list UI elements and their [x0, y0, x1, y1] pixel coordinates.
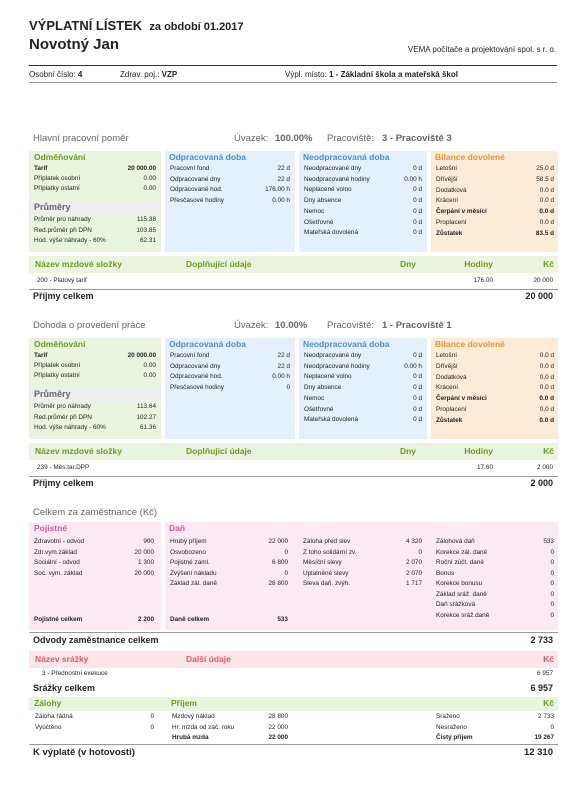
neodpracovana-item-label: Neplacené volno	[304, 186, 352, 194]
company-name: VEMA počítače a projektování spol. s r. o.	[407, 45, 556, 54]
uvazek-value: 100.00%	[275, 133, 313, 144]
odmenovani-item-label: Tarif	[34, 165, 48, 172]
dan-item-label: Osvobozeno	[170, 548, 206, 556]
neodpracovana-item-value: 0 d	[413, 186, 422, 194]
item-name: 239 - Měs.tar.DPP	[37, 464, 90, 471]
bilance-item-label: Dodatková	[436, 373, 467, 381]
neodpracovana-item-value: 0 d	[413, 207, 422, 215]
zalohova-dan-item-label: Daň srážková	[436, 601, 476, 608]
odpracovana-item-label: Odpracované hod.	[170, 186, 223, 193]
neodpracovana-item-label: Neodpracované hodiny	[304, 362, 370, 370]
bilance-item-value: 0.0 d	[539, 186, 554, 194]
sleva-item-value: 2 070	[406, 569, 422, 577]
pojistne-item-label: Zdr.vym.základ	[34, 548, 77, 556]
zalohova-dan-item-label: Korekce bonusu	[436, 580, 483, 587]
row-divider	[29, 476, 558, 477]
prijem-item-label: Mzdový náklad	[172, 713, 215, 720]
odpracovana-item-value: 22 d	[277, 362, 290, 370]
pojistne-item-value: 900	[143, 538, 154, 545]
period-text: za období 01.2017	[149, 21, 244, 33]
odpracovana-title: Odpracovaná doba	[169, 152, 246, 162]
sleva-item-label: Z toho solidární zv.	[303, 548, 357, 556]
odvody-value: 2 733	[530, 635, 553, 645]
col-extra: Doplňující údaje	[186, 259, 252, 269]
odpracovana-item-value: 0.00 h	[272, 196, 290, 204]
odpracovana-item-label: Odpracované hod.	[170, 373, 223, 380]
zalohova-dan-item-label: Bonus	[436, 569, 455, 577]
total-label: Příjmy celkem	[33, 291, 94, 301]
odpracovana-title: Odpracovaná doba	[169, 339, 246, 349]
dan-item-label: Pojistné zaml.	[170, 559, 210, 566]
neodpracovana-item-value: 0 d	[413, 416, 422, 424]
bilance-item-label: Proplacení	[436, 219, 467, 226]
prumery-item-value: 62.31	[140, 237, 156, 244]
zalohova-dan-item-value: 0	[550, 601, 554, 608]
prumery-item-label: Red.průměr při DPN	[34, 226, 92, 234]
dan-title: Daň	[169, 523, 186, 533]
place-label: Výpl. místo:	[285, 70, 327, 79]
neodpracovana-item-label: Neodpracované hodiny	[304, 175, 370, 183]
zaloha-item-label: Vyúčtěno	[35, 723, 62, 731]
cisty-item-label: Nesraženo	[436, 723, 467, 731]
neodpracovana-item-label: Ošetřovné	[304, 405, 334, 413]
odpracovana-item-value: 22 d	[277, 165, 290, 172]
bilance-item-label: Čerpání v měsíci	[436, 395, 487, 403]
pojistne-total-label: Pojistné celkem	[34, 616, 83, 623]
pojistne-total: 2 200	[138, 616, 154, 623]
prumery-item-value: 113.64	[136, 403, 156, 410]
neodpracovana-item-value: 0 d	[413, 218, 422, 226]
zaloha-item-value: 0	[150, 723, 154, 731]
neodpracovana-item-label: Neplacené volno	[304, 373, 352, 381]
emp-no: 4	[77, 70, 83, 79]
vyplata-divider	[29, 744, 558, 745]
prijem-title: Příjem	[171, 698, 197, 708]
srazka-kc: 6 957	[537, 670, 553, 677]
prumery-item-label: Hod. výše náhrady - 60%	[34, 237, 106, 244]
cisty-item-value: 2 733	[538, 713, 554, 720]
odmenovani-item-label: Příplatek osobní	[34, 362, 81, 369]
bilance-item-label: Proplacení	[436, 406, 467, 413]
neodpracovana-item-label: Mateřská dovolená	[304, 416, 358, 424]
bilance-item-value: 58.5 d	[536, 175, 554, 183]
zalohova-dan-item-label: Základ sráž. daně	[436, 590, 487, 598]
neodpracovana-item-label: Mateřská dovolená	[304, 229, 358, 237]
odmenovani-item-value: 0.00	[143, 362, 156, 369]
row-divider	[29, 289, 558, 290]
prumery-item-label: Red.průměr při DPN	[34, 413, 92, 421]
zaloha-item-label: Záloha řádná	[35, 713, 73, 720]
sleva-item-label: Měsíční slevy	[303, 559, 342, 566]
document-title	[29, 18, 244, 33]
odvody-label: Odvody zaměstnance celkem	[33, 635, 159, 645]
item-kc: 20 000	[533, 277, 553, 284]
neodpracovana-item-label: Nemoc	[304, 207, 325, 215]
odpracovana-item-value: 22 d	[277, 352, 290, 359]
sleva-item-value: 2 070	[406, 559, 422, 566]
bilance-item-value: 83.5 d	[535, 229, 554, 237]
odmenovani-item-value: 0.00	[143, 175, 156, 182]
item-hours: 17.60	[477, 464, 493, 471]
neodpracovana-title: Neodpracovaná doba	[303, 339, 390, 349]
total-value: 20 000	[525, 291, 553, 301]
col-days: Dny	[399, 259, 416, 269]
cisty-item-label: Čistý příjem	[436, 734, 473, 741]
item-name: 200 - Platový tarif	[37, 277, 87, 284]
section-title: Hlavní pracovní poměr	[33, 133, 129, 144]
prumery-item-label: Průměr pro náhrady	[34, 216, 91, 223]
col-name: Název mzdové složky	[35, 446, 122, 456]
info-divider	[29, 82, 557, 83]
prumery-item-label: Hod. výše náhrady - 60%	[34, 424, 106, 431]
bilance-title: Bilance dovolené	[435, 339, 505, 349]
neodpracovana-title: Neodpracovaná doba	[303, 152, 390, 162]
dan-item-label: Základ zál. daně	[170, 580, 217, 587]
prijem-item-label: Hrubá mzda	[172, 734, 209, 741]
ins-label: Zdrav. poj.:	[120, 70, 160, 79]
bilance-item-value: 0.0 d	[539, 395, 554, 403]
employee-name: Novotný Jan	[29, 36, 120, 53]
neodpracovana-item-value: 0 d	[413, 373, 422, 381]
odmenovani-item-label: Příplatky ostatní	[34, 185, 80, 192]
item-kc: 2 000	[537, 464, 553, 471]
prumery-title: Průměry	[34, 202, 71, 212]
zalohy-header	[29, 697, 558, 711]
odpracovana-item-value: 0	[286, 383, 290, 391]
zalohova-dan-item-label: Roční zúčt. daně	[436, 559, 484, 566]
bilance-item-value: 0.0 d	[539, 373, 554, 381]
zalohova-dan-item-value: 0	[550, 611, 554, 619]
col-days: Dny	[399, 446, 416, 456]
dan-item-value: 22 000	[268, 538, 288, 545]
odpracovana-item-value: 176.00 h	[265, 186, 290, 193]
odpracovana-item-label: Odpracované dny	[170, 175, 221, 183]
zalohova-dan-item-value: 0	[550, 590, 554, 598]
zalohova-dan-item-value: 0	[550, 569, 554, 577]
bilance-item-value: 0.0 d	[539, 197, 554, 205]
dan-item-label: Zvýšení nákladu	[170, 569, 217, 577]
uvazek-value: 10.00%	[275, 320, 308, 331]
neodpracovana-item-label: Dny absence	[304, 197, 342, 205]
emp-no-label: Osobní číslo:	[29, 70, 76, 79]
pracoviste-value: 3 - Pracoviště 3	[382, 133, 452, 144]
neodpracovana-item-label: Dny absence	[304, 384, 342, 392]
title-text: VÝPLATNÍ LÍSTEK	[29, 18, 143, 33]
odmenovani-item-label: Tarif	[34, 352, 48, 359]
prumery-item-label: Průměr pro náhrady	[34, 403, 91, 410]
srazka-name: 3 - Přednostní exekuce	[42, 670, 108, 677]
zalohova-dan-item-value: 0	[550, 559, 554, 566]
neodpracovana-item-value: 0.00 h	[404, 362, 422, 370]
odmenovani-item-label: Příplatky ostatní	[34, 372, 80, 379]
neodpracovana-item-label: Neodpracované dny	[304, 352, 362, 359]
dan-item-value: 28 800	[268, 580, 288, 587]
cisty-item-value: 0	[550, 723, 554, 731]
odmenovani-item-value: 0.00	[143, 372, 156, 379]
odpracovana-item-value: 22 d	[277, 175, 290, 183]
neodpracovana-item-value: 0 d	[413, 165, 422, 172]
bilance-item-label: Dodatková	[436, 186, 467, 194]
prumery-item-value: 61.36	[140, 424, 156, 431]
zalohy-title: Zálohy	[34, 698, 62, 708]
sleva-item-label: Záloha před slev	[303, 538, 351, 545]
zaloha-item-value: 0	[150, 713, 154, 720]
bilance-item-label: Dřívější	[436, 175, 458, 183]
bilance-item-value: 0.0 d	[539, 384, 554, 392]
zalohova-dan-item-value: 0	[550, 580, 554, 587]
neodpracovana-item-label: Ošetřovné	[304, 218, 334, 226]
col-extra: Doplňující údaje	[186, 446, 252, 456]
place-info	[285, 70, 557, 79]
odvody-divider	[29, 632, 558, 633]
neodpracovana-item-value: 0 d	[413, 229, 422, 237]
sleva-item-label: Sleva daň. zvýh.	[303, 580, 350, 587]
srazky-header	[29, 651, 558, 668]
bilance-title: Bilance dovolené	[435, 152, 505, 162]
odmenovani-item-value: 0.00	[143, 185, 156, 192]
neodpracovana-item-value: 0 d	[413, 352, 422, 359]
bilance-item-label: Letošní	[436, 165, 457, 172]
cisty-item-label: Sraženo	[436, 713, 460, 720]
dan-item-value: 0	[284, 548, 288, 556]
bilance-item-value: 0.0 d	[539, 406, 554, 413]
sleva-item-value: 0	[418, 548, 422, 556]
prumery-item-value: 102.27	[136, 413, 156, 421]
bilance-item-value: 0.0 d	[539, 352, 554, 359]
dan-item-value: 6 800	[272, 559, 288, 566]
dan-total-label: Daně celkem	[170, 616, 210, 623]
bilance-item-value: 0.0 d	[539, 416, 554, 424]
bilance-item-label: Krácení	[436, 197, 459, 205]
prijem-item-value: 22 000	[268, 723, 288, 731]
insurance-info	[120, 70, 177, 79]
neodpracovana-item-value: 0.00 h	[404, 175, 422, 183]
pojistne-item-label: Soc. vym. základ	[34, 569, 83, 577]
odpracovana-item-value: 0.00 h	[272, 373, 290, 380]
col-name: Název mzdové složky	[35, 259, 122, 269]
odmenovani-item-label: Příplatek osobní	[34, 175, 81, 182]
odmenovani-item-value: 20 000.00	[127, 352, 156, 359]
zalohova-dan-item-value: 533	[543, 538, 554, 545]
bilance-item-value: 25.0 d	[536, 165, 554, 172]
neodpracovana-item-value: 0 d	[413, 405, 422, 413]
vyplata-label: K výplatě (v hotovosti)	[33, 747, 135, 758]
zalohova-dan-item-label: Zálohová daň	[436, 538, 475, 545]
prumery-title: Průměry	[34, 389, 71, 399]
pojistne-item-label: Zdravotní - odvod	[34, 538, 85, 545]
srazky-total: 6 957	[530, 683, 553, 693]
header-divider	[29, 65, 557, 66]
srazky-col-kc: Kč	[543, 654, 554, 664]
uvazek-label: Úvazek:	[234, 320, 269, 331]
bilance-item-value: 0.0 d	[539, 362, 554, 370]
sleva-item-value: 4 320	[406, 538, 422, 545]
zalohova-dan-item-label: Korekce zál. daně	[436, 548, 488, 556]
col-hours: Hodiny	[464, 446, 493, 456]
col-kc: Kč	[543, 259, 554, 269]
pojistne-item-value: 20 000	[134, 548, 154, 556]
section-title: Dohoda o provedení práce	[33, 320, 146, 331]
pojistne-title: Pojistné	[34, 523, 68, 533]
neodpracovana-item-value: 0 d	[413, 197, 422, 205]
sleva-item-value: 1 717	[406, 580, 422, 587]
dan-item-value: 0	[284, 569, 288, 577]
pracoviste-value: 1 - Pracoviště 1	[382, 320, 452, 331]
col-hours: Hodiny	[464, 259, 493, 269]
bilance-item-value: 0.0 d	[539, 219, 554, 226]
sleva-item-label: Uplatněné slevy	[303, 569, 349, 577]
bilance-item-label: Zůstatek	[436, 229, 463, 237]
srazky-col-extra: Další údaje	[186, 654, 231, 664]
pracoviste-label: Pracoviště:	[327, 320, 374, 331]
col-kc: Kč	[543, 446, 554, 456]
zalohova-dan-item-value: 0	[550, 548, 554, 556]
bilance-item-label: Letošní	[436, 352, 457, 359]
cisty-item-value: 19 267	[534, 734, 554, 741]
pojistne-item-label: Sociální - odvod	[34, 559, 80, 566]
prijem-item-value: 22 000	[268, 734, 288, 741]
prijem-item-value: 28 800	[268, 713, 288, 720]
odmenovani-title: Odměňování	[34, 339, 86, 349]
pracoviste-label: Pracoviště:	[327, 133, 374, 144]
srazky-col-name: Název srážky	[35, 654, 89, 664]
srazky-total-label: Srážky celkem	[33, 683, 96, 693]
odpracovana-item-label: Pracovní fond	[170, 165, 210, 172]
total-label: Příjmy celkem	[33, 478, 94, 488]
prumery-item-value: 103.85	[136, 226, 156, 234]
bilance-item-label: Dřívější	[436, 362, 458, 370]
summary-title: Celkem za zaměstnance (Kč)	[33, 507, 158, 518]
odmenovani-item-value: 20 000.00	[127, 165, 156, 172]
neodpracovana-item-label: Neodpracované dny	[304, 165, 362, 172]
item-hours: 176.00	[473, 277, 493, 284]
neodpracovana-item-value: 0 d	[413, 394, 422, 402]
prumery-item-value: 115.38	[136, 216, 156, 223]
bilance-item-label: Krácení	[436, 384, 459, 392]
uvazek-label: Úvazek:	[234, 133, 269, 144]
ins-value: VZP	[161, 70, 178, 79]
bilance-item-value: 0.0 d	[539, 208, 554, 216]
dan-item-label: Hrubý příjem	[170, 538, 207, 545]
zalohova-dan-item-label: Korekce sráž.daně	[436, 611, 490, 619]
odpracovana-item-label: Přesčasové hodiny	[170, 383, 224, 391]
bilance-item-label: Čerpání v měsíci	[436, 208, 487, 216]
odpracovana-item-label: Odpracované dny	[170, 362, 221, 370]
place-value: 1 - Základní škola a mateřská škol	[329, 70, 458, 79]
odmenovani-title: Odměňování	[34, 152, 86, 162]
prijem-item-label: Hr. mzda od zač. roku	[172, 723, 235, 731]
total-value: 2 000	[530, 478, 553, 488]
vyplata-value: 12 310	[523, 747, 553, 758]
odpracovana-item-label: Přesčasové hodiny	[170, 196, 224, 204]
zalohy-kc: Kč	[543, 698, 554, 708]
employee-info-row	[29, 70, 82, 79]
odpracovana-item-label: Pracovní fond	[170, 352, 210, 359]
pojistne-item-value: 1 300	[138, 559, 154, 566]
neodpracovana-item-value: 0 d	[413, 384, 422, 392]
bilance-item-label: Zůstatek	[436, 416, 463, 424]
dan-total: 533	[277, 616, 288, 623]
pojistne-item-value: 20 000	[134, 569, 154, 577]
neodpracovana-item-label: Nemoc	[304, 394, 325, 402]
